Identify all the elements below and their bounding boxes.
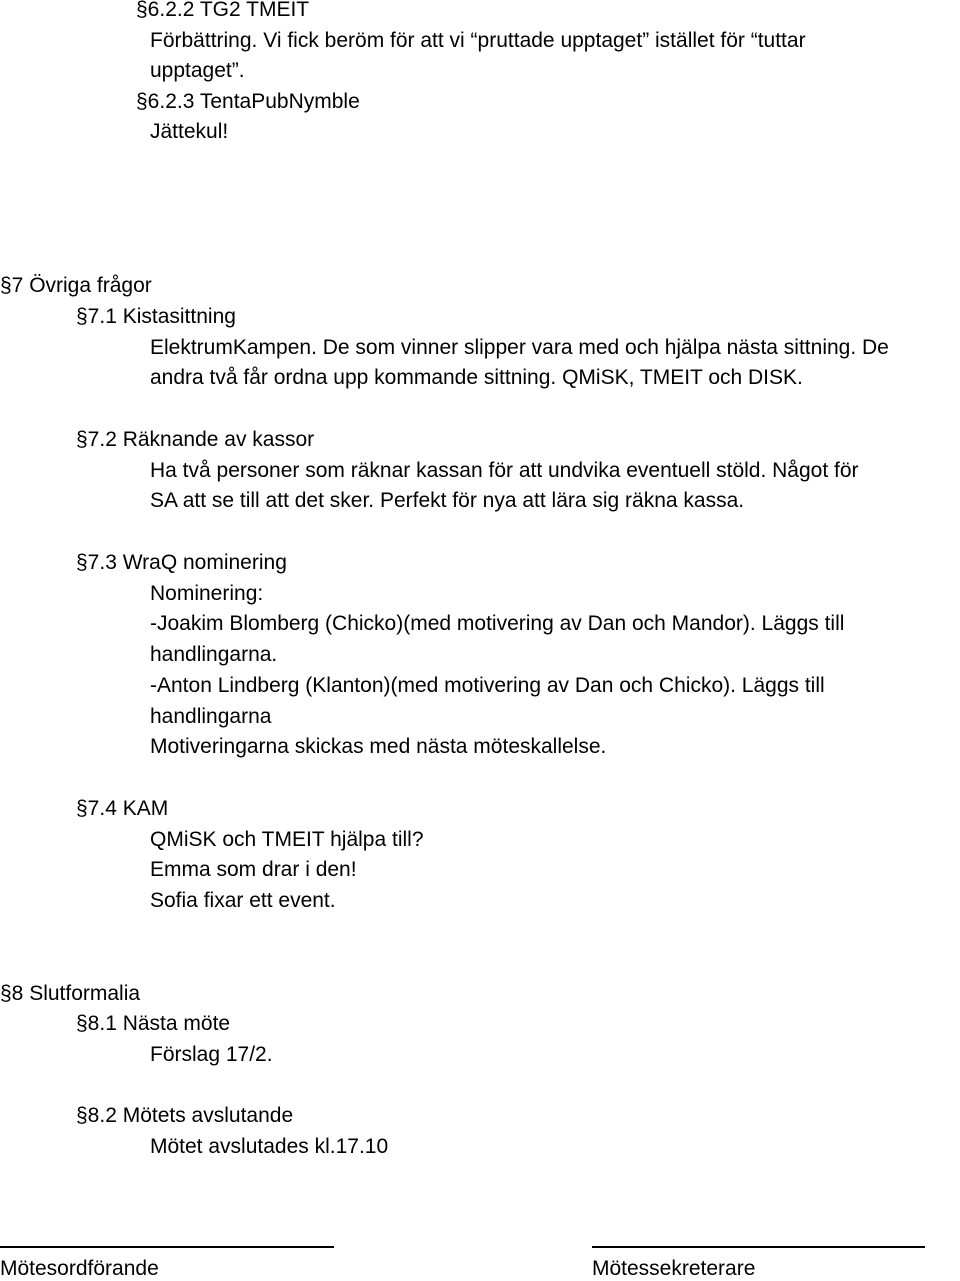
section-6-2-2-body-line1: Förbättring. Vi fick beröm för att vi “pruttade upptaget” istället för “tuttar [150,29,806,52]
item-7-3-heading: §7.3 WraQ nominering [76,551,287,574]
item-7-3-line3: handlingarna. [150,643,278,666]
item-7-1-heading: §7.1 Kistasittning [76,305,236,328]
section-8-heading: §8 Slutformalia [0,982,141,1005]
item-7-1-line2: andra två får ordna upp kommande sittning. QMiSK, TMEIT och DISK. [150,366,803,389]
item-7-2-heading: §7.2 Räknande av kassor [76,428,315,451]
item-7-3-line1: Nominering: [150,582,264,605]
section-6-2-2-body-line2: upptaget”. [150,59,245,82]
item-8-1-body: Förslag 17/2. [150,1043,273,1066]
item-7-3-line2: -Joakim Blomberg (Chicko)(med motivering av Dan och Mandor). Läggs till [150,612,845,635]
section-7-heading: §7 Övriga frågor [0,274,152,297]
item-7-4-line2: Emma som drar i den! [150,858,357,881]
item-7-3-line5: handlingarna [150,705,272,728]
item-7-1-line1: ElektrumKampen. De som vinner slipper vara med och hjälpa nästa sittning. De [150,336,889,359]
signature-line-secretary [592,1246,925,1248]
signature-label-chair: Mötesordförande [0,1257,159,1280]
item-8-2-heading: §8.2 Mötets avslutande [76,1104,294,1127]
section-6-2-3-body: Jättekul! [150,120,229,143]
section-6-2-3-heading: §6.2.3 TentaPubNymble [136,90,360,113]
item-8-2-body: Mötet avslutades kl.17.10 [150,1135,389,1158]
item-7-4-line3: Sofia fixar ett event. [150,889,336,912]
item-7-3-line4: -Anton Lindberg (Klanton)(med motivering av Dan och Chicko). Läggs till [150,674,825,697]
item-7-4-heading: §7.4 KAM [76,797,169,820]
signature-label-secretary: Mötessekreterare [592,1257,756,1280]
item-7-3-line6: Motiveringarna skickas med nästa möteskallelse. [150,735,607,758]
section-6-2-2-heading: §6.2.2 TG2 TMEIT [136,0,310,21]
item-7-2-line2: SA att se till att det sker. Perfekt för nya att lära sig räkna kassa. [150,489,745,512]
item-7-4-line1: QMiSK och TMEIT hjälpa till? [150,828,424,851]
item-7-2-line1: Ha två personer som räknar kassan för att undvika eventuell stöld. Något för [150,459,859,482]
signature-line-chair [0,1246,334,1248]
item-8-1-heading: §8.1 Nästa möte [76,1012,231,1035]
